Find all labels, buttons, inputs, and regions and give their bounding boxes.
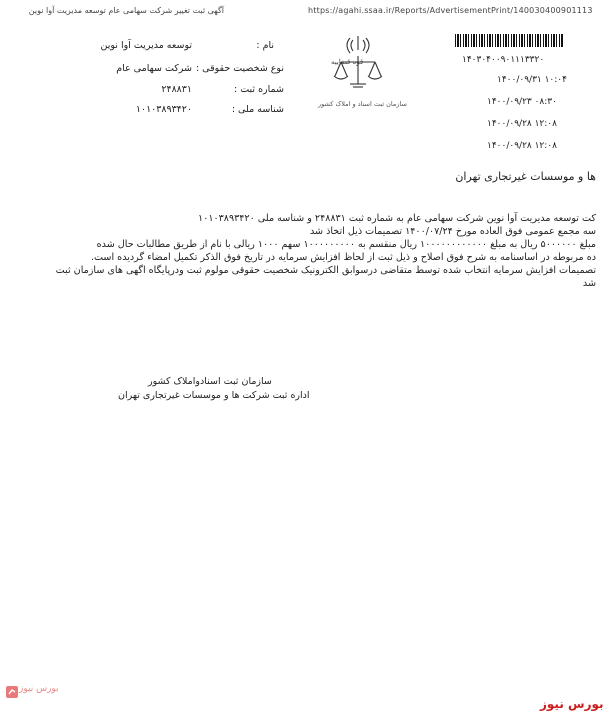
barcode bbox=[455, 34, 563, 47]
emblem-subcaption: سازمان ثبت اسناد و املاک کشور bbox=[318, 100, 407, 108]
field-national-id-value: ۱۰۱۰۳۸۹۳۴۲۰ bbox=[135, 104, 192, 115]
judiciary-emblem bbox=[323, 32, 393, 122]
field-name-value: توسعه مدیریت آوا نوین bbox=[100, 40, 192, 51]
body-line-2: سه مجمع عمومی فوق العاده مورخ ۱۴۰۰/۰۷/۲۴ تصمیمات ذیل اتخاذ شد bbox=[309, 226, 596, 237]
barcode-number: ۱۴۰۳۰۴۰۰۹۰۱۱۱۳۳۲۰ bbox=[462, 55, 545, 65]
date-line-2: ۱۴۰۰/۰۹/۲۳ ۰۸:۳۰ bbox=[487, 97, 557, 107]
print-header-title: آگهی ثبت تغییر شرکت سهامی عام توسعه مدیریت آوا نوین bbox=[28, 6, 224, 15]
field-national-id-label: شناسه ملی : bbox=[231, 104, 284, 115]
signature-line-1: سازمان ثبت اسنادواملاک کشور bbox=[148, 376, 272, 387]
body-line-4: ده مربوطه در اساسنامه به شرح فوق اصلاح و ذیل ثبت از لحاظ افزایش سرمایه در تاریخ فوق الذکر تکمیل امضاء گردیده است. bbox=[90, 252, 596, 263]
emblem-caption: قوه قضاییه bbox=[331, 58, 364, 66]
body-line-5: تصمیمات افزایش سرمایه انتخاب شده توسط متقاضی درسوابق الکترونیک شخصیت حقوقی مولوم ثبت ودرپایگاه اگهی های سازمان ثبت bbox=[55, 265, 596, 276]
footer-logo-text: بورس نیوز bbox=[19, 684, 59, 694]
scales-icon bbox=[323, 32, 393, 122]
field-reg-no-value: ۲۴۸۸۳۱ bbox=[161, 84, 192, 95]
field-entity-type-value: شرکت سهامی عام bbox=[116, 63, 192, 74]
body-line-1: کت توسعه مدیریت آوا نوین شرکت سهامی عام به شماره ثبت ۲۴۸۸۳۱ و شناسه ملی ۱۰۱۰۳۸۹۳۴۲۰ bbox=[198, 213, 596, 224]
field-reg-no-label: شماره ثبت : bbox=[234, 84, 284, 95]
field-name-label: نام : bbox=[256, 40, 274, 51]
date-line-1: ۱۴۰۰/۰۹/۳۱ ۱۰:۰۴ bbox=[497, 75, 567, 85]
section-heading: ها و موسسات غیرتجاری تهران bbox=[455, 170, 596, 183]
field-entity-type-label: نوع شخصیت حقوقی : bbox=[195, 63, 284, 74]
footer-brand: بورس نیوز bbox=[540, 697, 604, 711]
date-line-3: ۱۴۰۰/۰۹/۲۸ ۱۲:۰۸ bbox=[487, 119, 557, 129]
body-line-6: شد bbox=[582, 278, 596, 289]
print-header-url: https://agahi.ssaa.ir/Reports/AdvertisementPrint/140030400901113 bbox=[308, 6, 593, 15]
body-line-3: مبلغ ۵۰۰۰۰۰۰ ریال به مبلغ ۱۰۰۰۰۰۰۰۰۰۰۰۰ ریال منقسم به ۱۰۰۰۰۰۰۰۰۰ سهم ۱۰۰۰ ریالی با نام از طریق مطالبات حال شده bbox=[96, 239, 596, 250]
date-line-4: ۱۴۰۰/۰۹/۲۸ ۱۲:۰۸ bbox=[487, 141, 557, 151]
signature-line-2: اداره ثبت شرکت ها و موسسات غیرتجاری تهران bbox=[118, 390, 310, 401]
